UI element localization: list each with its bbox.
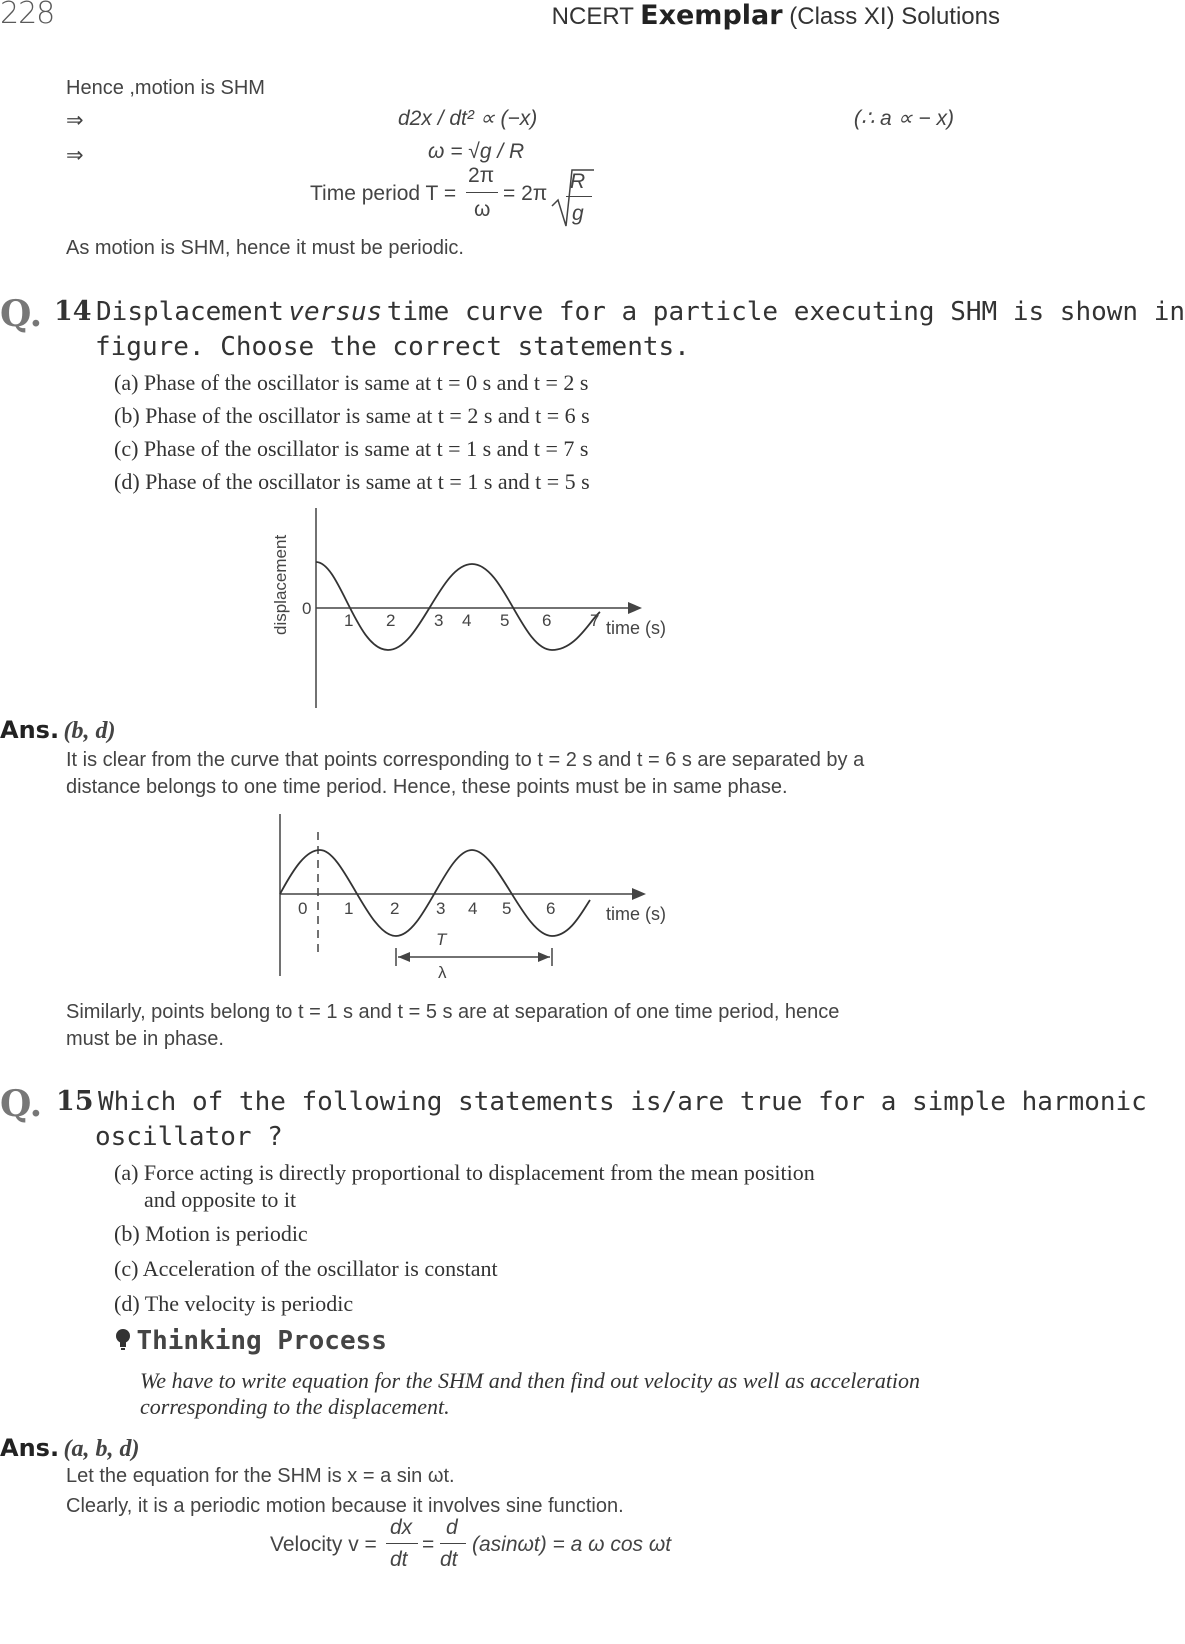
velocity-frac2-den: dt	[440, 1548, 458, 1571]
time-period-label: Time period T =	[310, 182, 457, 205]
q14-tick-3: 3	[434, 611, 444, 630]
q15-option-c: (c) Acceleration of the oscillator is constant	[114, 1256, 498, 1281]
hence-line: Hence ,motion is SHM	[66, 77, 265, 99]
ans15-line2: Clearly, it is a periodic motion because it involves sine function.	[66, 1495, 624, 1517]
thinking-process-heading	[114, 1326, 387, 1356]
ans15-line1: Let the equation for the SHM is x = a sin ωt.	[66, 1465, 455, 1487]
ans14-tick-1: 1	[344, 899, 354, 918]
book-header	[552, 0, 1000, 31]
header-suffix: (Class XI) Solutions	[789, 3, 1000, 30]
ans14-tick-2: 2	[390, 899, 400, 918]
ans14-graph	[260, 808, 700, 986]
q14-mark: Q.	[0, 293, 43, 335]
q14-text-line2: figure. Choose the correct statements.	[95, 332, 690, 362]
q15-option-a: (a) Force acting is directly proportional to displacement from the mean position	[114, 1160, 815, 1185]
q14-tick-6: 6	[542, 611, 552, 630]
q14-option-b: (b) Phase of the oscillator is same at t = 2 s and t = 6 s	[114, 403, 590, 428]
q14-option-c: (c) Phase of the oscillator is same at t = 1 s and t = 7 s	[114, 436, 589, 461]
velocity-prefix: Velocity v =	[270, 1533, 377, 1556]
ans14-origin-label: 0	[298, 899, 308, 918]
q14-number: 14	[54, 296, 92, 327]
velocity-frac2-num: d	[446, 1516, 458, 1539]
q14-option-d: (d) Phase of the oscillator is same at t = 1 s and t = 5 s	[114, 469, 590, 494]
ans14-header	[0, 716, 116, 745]
ans14-tick-4: 4	[468, 899, 478, 918]
q15-text-line2: oscillator ?	[95, 1122, 283, 1152]
equation-2: ω = √g / R	[428, 140, 525, 163]
velocity-frac1-den: dt	[390, 1548, 408, 1571]
header-bold: Exemplar	[640, 0, 783, 31]
q15-option-a-cont: and opposite to it	[144, 1187, 297, 1212]
ans14-x-arrow	[632, 888, 646, 900]
q15-option-b: (b) Motion is periodic	[114, 1221, 308, 1246]
q14-y-label: displacement	[271, 534, 290, 635]
ans15-label: Ans.	[0, 1434, 60, 1462]
ans14-para-line1: It is clear from the curve that points corresponding to t = 2 s and t = 6 s are separated by a	[66, 749, 865, 771]
ans14-tick-5: 5	[502, 899, 512, 918]
q14-text-b: time curve for a particle executing SHM is shown in	[386, 297, 1185, 327]
velocity-frac1-num: dx	[390, 1516, 413, 1539]
ans14-period-arrow-left	[398, 952, 410, 962]
lightbulb-icon	[114, 1327, 132, 1353]
velocity-equals: =	[422, 1533, 435, 1556]
ans14-period-label: T	[436, 930, 447, 949]
ans15-header	[0, 1434, 140, 1463]
q14-tick-7: 7	[590, 611, 600, 630]
ans14-x-label: time (s)	[606, 904, 666, 924]
ans15-options: (a, b, d)	[63, 1436, 140, 1462]
q14-option-a: (a) Phase of the oscillator is same at t = 0 s and t = 2 s	[114, 370, 589, 395]
q14-text-a: Displacement	[96, 297, 284, 327]
implies-arrow-1: ⇒	[66, 109, 84, 132]
ans14-period-arrow-right	[538, 952, 550, 962]
q14-text-line1	[54, 296, 1185, 327]
velocity-frac2-bar	[440, 1543, 466, 1544]
root-fraction-bar	[566, 196, 592, 197]
q15-mark: Q.	[0, 1083, 43, 1125]
fraction-bar	[466, 192, 498, 193]
root-denominator: g	[572, 202, 584, 225]
q14-wave	[316, 562, 600, 650]
thinking-process-title: Thinking Process	[136, 1326, 387, 1356]
q14-tick-4: 4	[462, 611, 472, 630]
frac-omega: ω	[474, 198, 491, 221]
velocity-suffix: (asinωt) = a ω cos ωt	[472, 1533, 672, 1556]
q14-graph	[260, 500, 700, 715]
q14-tick-2: 2	[386, 611, 396, 630]
equation-1: d2x / dt² ∝ (−x)	[398, 107, 538, 130]
q14-x-label: time (s)	[606, 618, 666, 638]
q14-tick-5: 5	[500, 611, 510, 630]
header-prefix: NCERT	[551, 3, 634, 30]
q14-origin-label: 0	[302, 599, 312, 618]
q15-option-d: (d) The velocity is periodic	[114, 1291, 354, 1316]
thinking-line2: corresponding to the displacement.	[140, 1394, 450, 1419]
implies-arrow-2: ⇒	[66, 144, 84, 167]
ans14-label: Ans.	[0, 716, 60, 744]
periodic-conclusion: As motion is SHM, hence it must be periodic.	[66, 237, 464, 259]
q14-tick-1: 1	[344, 611, 354, 630]
frac-2pi: 2π	[468, 164, 495, 187]
q15-text-line1	[56, 1086, 1147, 1117]
thinking-line1: We have to write equation for the SHM and then find out velocity as well as acceleration	[140, 1368, 921, 1393]
ans14-para-line2: distance belongs to one time period. Hence, these points must be in same phase.	[66, 776, 788, 798]
ans14-wavelength-label: λ	[438, 963, 447, 982]
ans14-tick-6: 6	[546, 899, 556, 918]
q15-number: 15	[56, 1086, 94, 1117]
q14-x-arrow	[628, 602, 642, 614]
q14-text-italic: versus	[288, 297, 383, 327]
velocity-frac1-bar	[386, 1543, 418, 1544]
ans14-similar-line1: Similarly, points belong to t = 1 s and t = 5 s are at separation of one time period, hence	[66, 1001, 840, 1023]
ans14-wave	[280, 850, 590, 936]
equation-1-reason: (∴ a ∝ − x)	[853, 107, 954, 130]
q15-text-a: Which of the following statements is/are true for a simple harmonic	[98, 1087, 1147, 1117]
ans14-options: (b, d)	[63, 718, 116, 744]
ans14-tick-3: 3	[436, 899, 446, 918]
ans14-similar-line2: must be in phase.	[66, 1028, 224, 1050]
equals-2pi: = 2π	[503, 182, 548, 205]
page-number: 228	[0, 0, 55, 31]
root-numerator: R	[570, 170, 586, 193]
